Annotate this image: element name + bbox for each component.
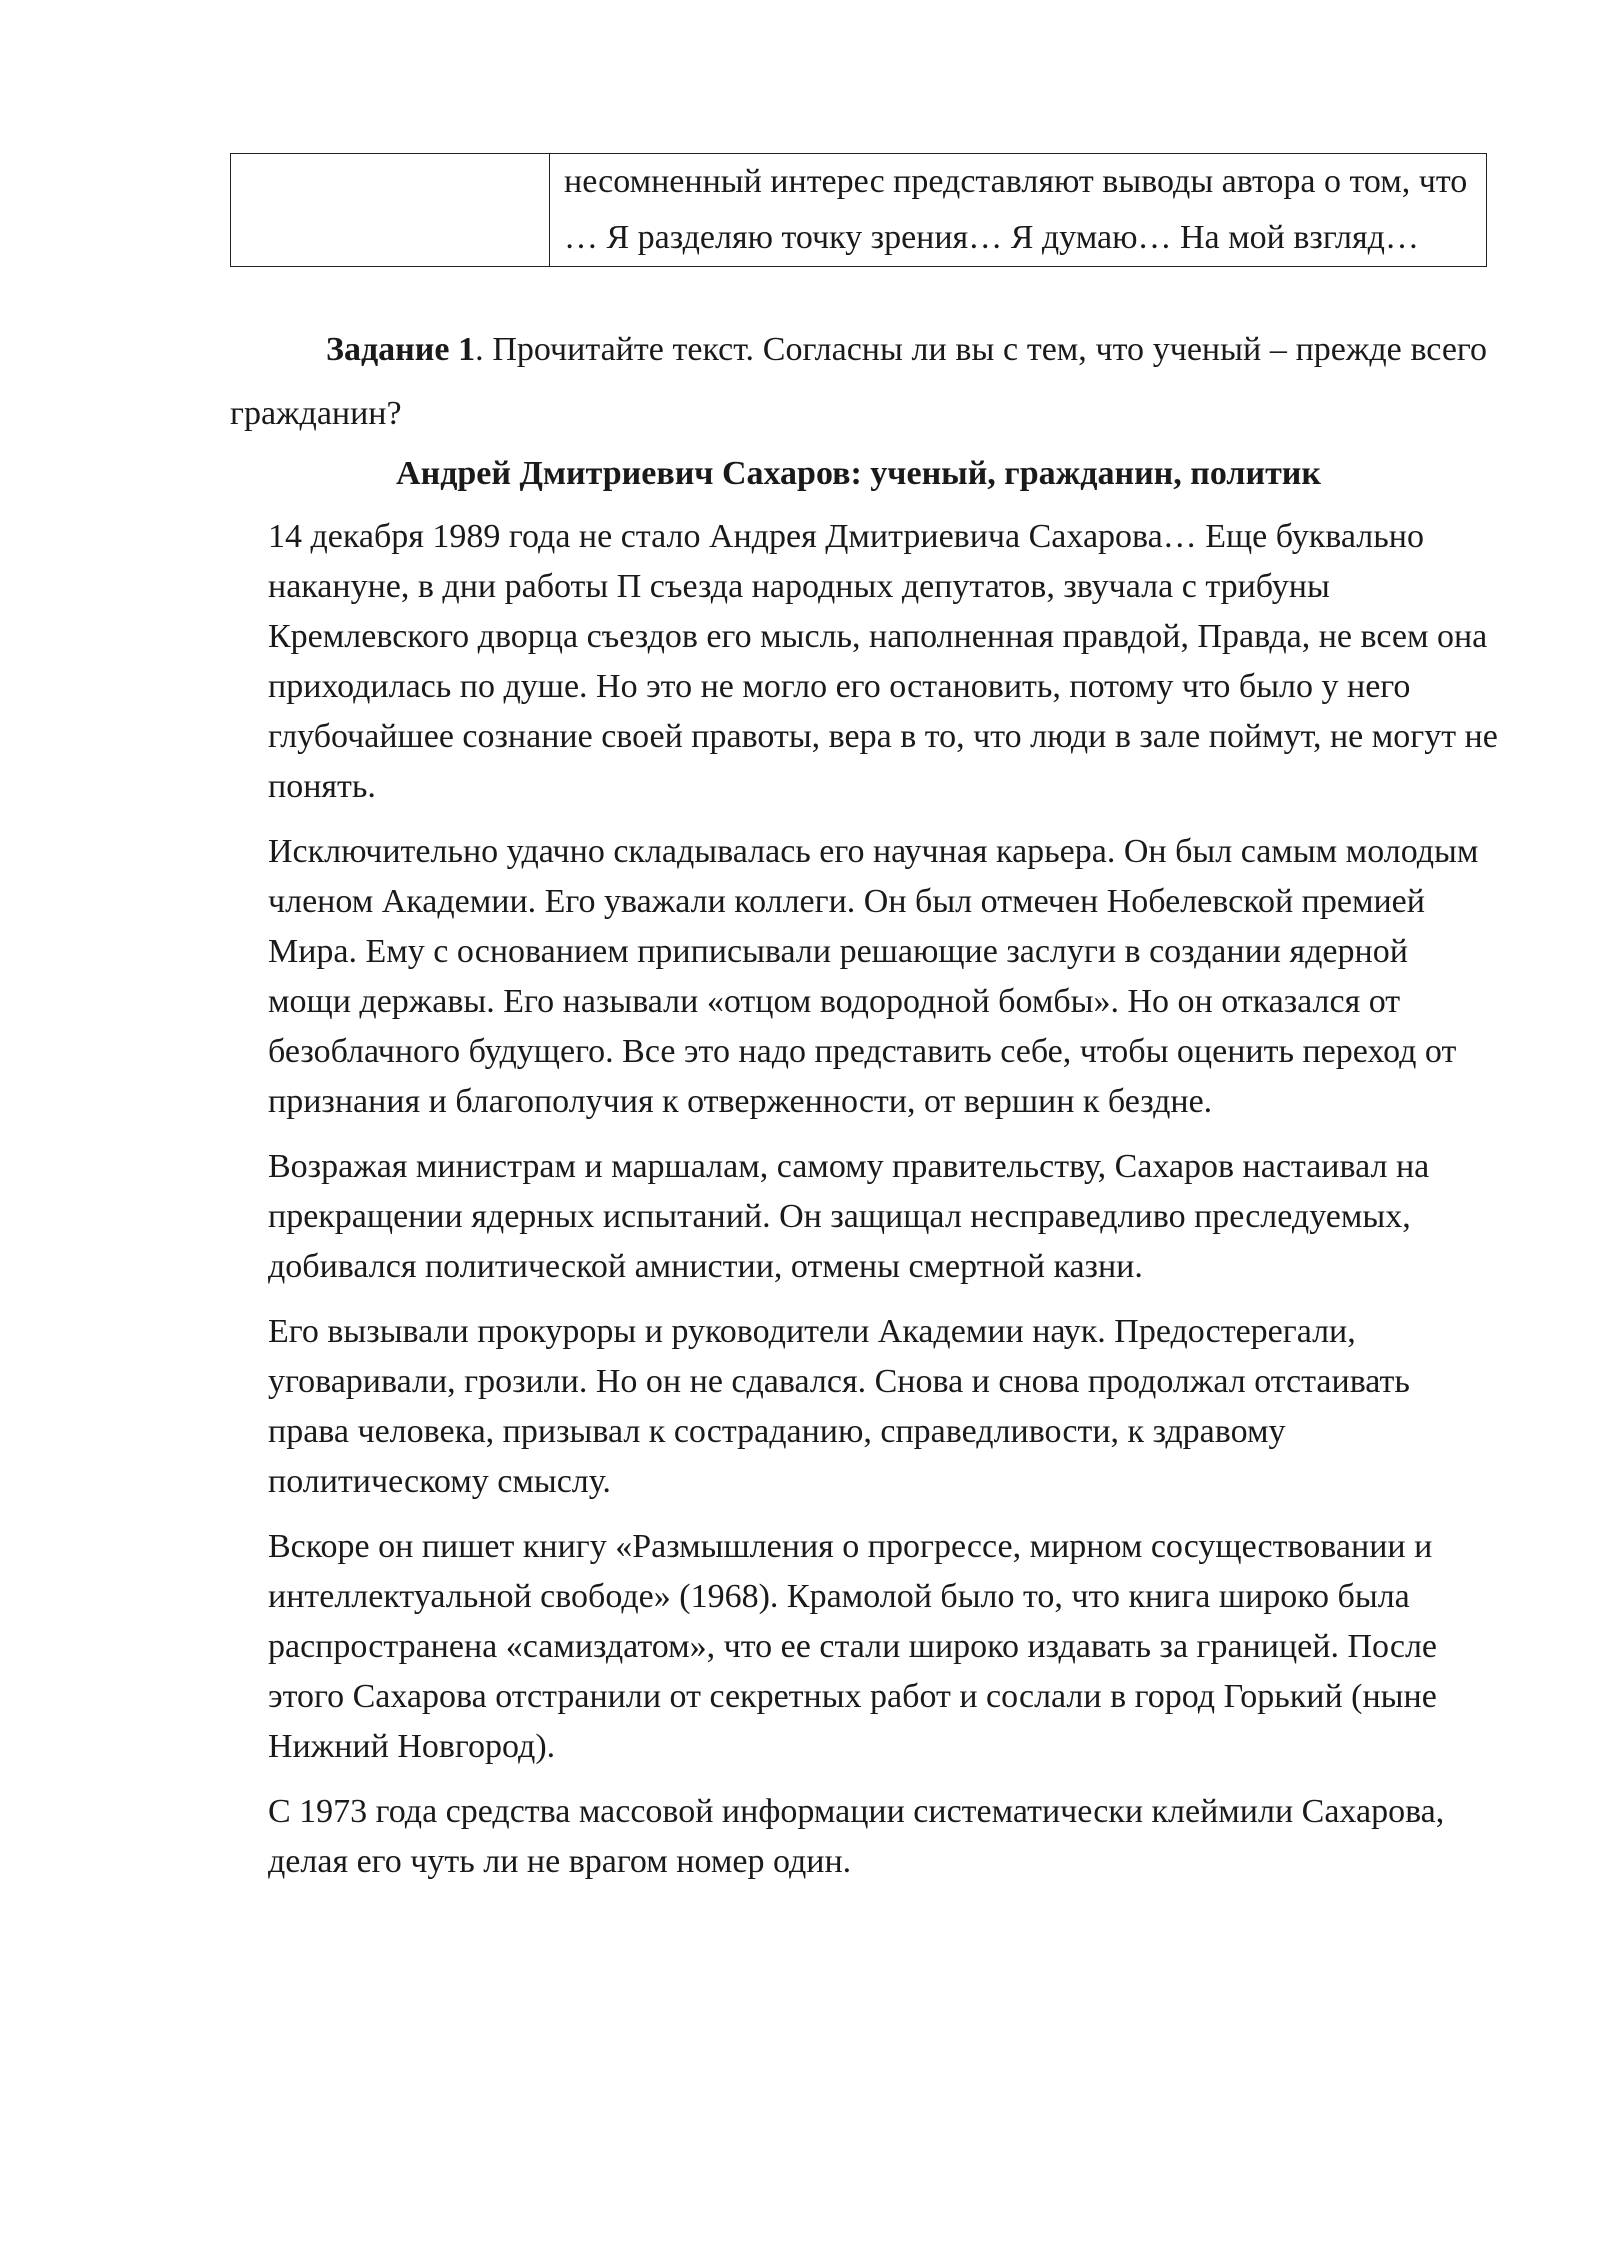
article-paragraph: Его вызывали прокуроры и руководители Академии наук. Предостерегали, уговаривали, грозили. Но он не сдавался. Снова и снова продолжал отстаивать права человека, призывал к состраданию, справедливости, к здравому политическому смыслу.	[268, 1313, 1410, 1500]
table-cell-left	[231, 154, 550, 267]
task-text: . Прочитайте текст. Согласны ли вы с тем, что ученый – прежде всего гражданин?	[230, 331, 1488, 432]
task-label: Задание 1	[326, 331, 476, 368]
continuation-table	[230, 153, 1487, 267]
article-body	[268, 512, 1498, 1902]
article-paragraph: Вскоре он пишет книгу «Размышления о прогрессе, мирном сосуществовании и интеллектуальной свободе» (1968). Крамолой было то, что книга широко была распространена «самиздатом», что ее стали широко издавать за границей. После этого Сахарова отстранили от секретных работ и сослали в город Горький (ныне Нижний Новгород).	[268, 1528, 1437, 1765]
table-cell-right: несомненный интерес представляют выводы автора о том, что … Я разделяю точку зрения… Я думаю… На мой взгляд…	[550, 154, 1487, 267]
article-paragraph: Исключительно удачно складывалась его научная карьера. Он был самым молодым членом Академии. Его уважали коллеги. Он был отмечен Нобелевской премией Мира. Ему с основанием приписывали решающие заслуги в создании ядерной мощи державы. Его называли «отцом водородной бомбы». Но он отказался от безоблачного будущего. Все это надо представить себе, чтобы оценить переход от признания и благополучия к отверженности, от вершин к бездне.	[268, 833, 1479, 1120]
article-paragraph: 14 декабря 1989 года не стало Андрея Дмитриевича Сахарова… Еще буквально накануне, в дни работы П съезда народных депутатов, звучала с трибуны Кремлевского дворца съездов его мысль, наполненная правдой, Правда, не всем она приходилась по душе. Но это не могло его остановить, потому что было у него глубочайшее сознание своей правоты, вера в то, что люди в зале поймут, не могут не понять.	[268, 518, 1498, 805]
article-paragraph: Возражая министрам и маршалам, самому правительству, Сахаров настаивал на прекращении ядерных испытаний. Он защищал несправедливо преследуемых, добивался политической амнистии, отмены смертной казни.	[268, 1148, 1430, 1285]
task-paragraph	[230, 318, 1487, 446]
article-title: Андрей Дмитриевич Сахаров: ученый, гражданин, политик	[396, 455, 1321, 492]
article-paragraph: С 1973 года средства массовой информации систематически клеймили Сахарова, делая его чуть ли не врагом номер один.	[268, 1793, 1445, 1880]
table-row	[231, 154, 1487, 267]
